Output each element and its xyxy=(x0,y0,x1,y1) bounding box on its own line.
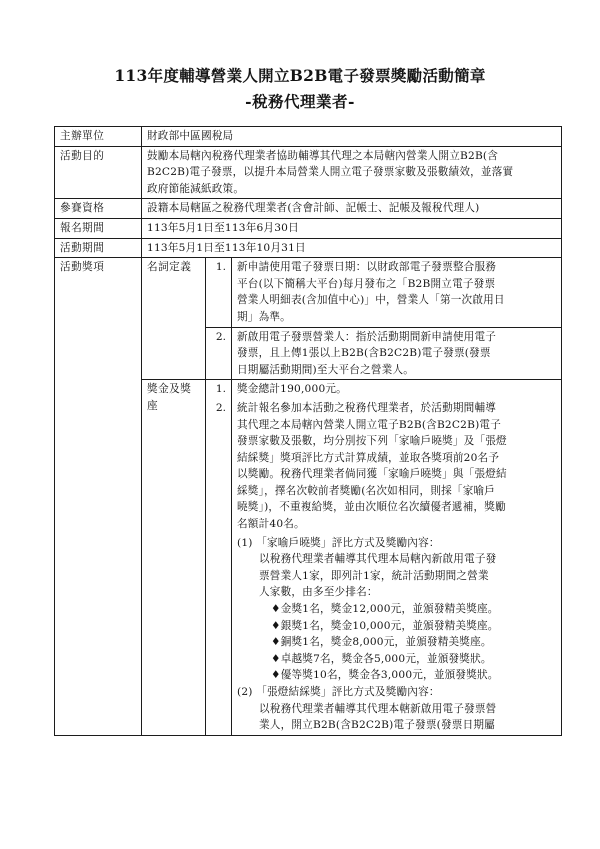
row-signup xyxy=(55,218,562,238)
purpose-line: 鼓勵本局轄內稅務代理業者協助輔導其代理之本局轄內營業人開立B2B(含 xyxy=(147,149,499,162)
definition-text xyxy=(232,327,562,380)
prize-line: 其代理之本局轄內營業人開立電子B2B(含B2C2B)電子 xyxy=(237,418,502,431)
label-organizer: 主辦單位 xyxy=(55,127,142,147)
award-line: 業人，開立B2B(含B2C2B)電子發票(發票日期屬 xyxy=(259,719,495,732)
prize-line: 名額計40名。 xyxy=(237,518,305,531)
definition-line: 期」為準。 xyxy=(237,310,291,323)
label-signup: 報名期間 xyxy=(55,218,142,238)
definition-line: 發票，且上傳1張以上B2B(含B2C2B)電子發票(發票 xyxy=(237,347,491,360)
prize-line: 曉獎」)，不重複給獎，並由次順位名次續優者遞補，獎勵 xyxy=(237,501,506,514)
value-signup: 113年5月1日至113年6月30日 xyxy=(142,218,562,238)
row-definition-1 xyxy=(55,258,562,327)
label-purpose: 活動目的 xyxy=(55,146,142,199)
label-eligibility: 參賽資格 xyxy=(55,199,142,219)
prize-line: 統計報名參加本活動之稅務代理業者，於活動期間輔導 xyxy=(237,401,497,414)
event-table xyxy=(54,126,562,736)
label-definitions: 名詞定義 xyxy=(142,258,206,380)
award-heading-1: (1) 「家喻戶曉獎」評比方式及獎勵內容： xyxy=(237,536,440,549)
prize-text: 獎金總計190,000元。 xyxy=(232,380,562,399)
prize-line: 結綵獎」獎項評比方式計算成績，並取各獎項前20名予 xyxy=(237,451,500,464)
purpose-line: B2C2B)電子發票，以提升本局營業人開立電子發票家數及張數績效，並落實 xyxy=(147,166,514,179)
label-prizes: 獎金及獎座 xyxy=(142,380,206,735)
value-organizer: 財政部中區國稅局 xyxy=(142,127,562,147)
prize-line: 綵獎」，擇名次較前者獎勵(名次如相同，則採「家喻戶 xyxy=(237,484,496,497)
award-tier: ♦銅獎1名，獎金8,000元，並頒發精美獎座。 xyxy=(271,636,492,649)
prize-text xyxy=(232,399,562,534)
value-activity: 113年5月1日至113年10月31日 xyxy=(142,238,562,258)
prize-number-blank xyxy=(206,534,232,736)
award-tier: ♦金獎1名，獎金12,000元，並頒發精美獎座。 xyxy=(271,603,499,616)
award-tier: ♦卓越獎7名，獎金各5,000元，並頒發獎狀。 xyxy=(271,652,492,665)
row-activity xyxy=(55,238,562,258)
award-line: 票營業人1家，即列計1家，統計活動期間之營業 xyxy=(259,569,489,582)
page-subtitle: -稅務代理業者- xyxy=(245,92,355,111)
prize-line: 發票家數及張數，均分別按下列「家喻戶曉獎」及「張燈 xyxy=(237,435,507,448)
value-purpose xyxy=(142,146,562,199)
definition-line: 新啟用電子發票營業人：指於活動期間新申請使用電子 xyxy=(237,330,497,343)
award-line: 以稅務代理業者輔導其代理本轄新啟用電子發票營 xyxy=(259,702,497,715)
definition-line: 營業人明細表(含加值中心)」中，營業人「第一次啟用日 xyxy=(237,294,505,307)
definition-line: 新申請使用電子發票日期：以財政部電子發票整合服務 xyxy=(237,261,497,274)
award-tier: ♦銀獎1名，獎金10,000元，並頒發精美獎座。 xyxy=(271,619,499,632)
row-purpose xyxy=(55,146,562,199)
award-line: 以稅務代理業者輔導其代理本局轄內新啟用電子發 xyxy=(259,553,497,566)
prize-line: 以獎勵。稅務代理業者倘同獲「家喻戶曉獎」與「張燈結 xyxy=(237,468,507,481)
prize-subitems xyxy=(232,534,562,736)
purpose-line: 政府節能減紙政策。 xyxy=(147,182,245,195)
page-title: 113年度輔導營業人開立B2B電子發票獎勵活動簡章 xyxy=(114,66,486,85)
award-heading-2: (2) 「張燈結綵獎」評比方式及獎勵內容： xyxy=(237,686,440,698)
row-eligibility xyxy=(55,199,562,219)
label-activity: 活動期間 xyxy=(55,238,142,258)
prize-number: 2. xyxy=(206,399,232,534)
value-eligibility: 設籍本局轄區之稅務代理業者(含會計師、記帳士、記帳及報稅代理人) xyxy=(142,199,562,219)
label-awards: 活動獎項 xyxy=(55,258,142,736)
definition-line: 日期屬活動期間)至大平台之營業人。 xyxy=(237,363,415,376)
definition-number: 2. xyxy=(206,327,232,380)
prize-number: 1. xyxy=(206,380,232,399)
award-tier: ♦優等獎10名，獎金各3,000元，並頒發獎狀。 xyxy=(271,669,499,682)
definition-number: 1. xyxy=(206,258,232,327)
row-organizer xyxy=(55,127,562,147)
definition-line: 平台(以下簡稱大平台)每月發布之「B2B開立電子發票 xyxy=(237,277,496,290)
definition-text xyxy=(232,258,562,327)
award-line: 人家數，由多至少排名： xyxy=(259,586,378,599)
